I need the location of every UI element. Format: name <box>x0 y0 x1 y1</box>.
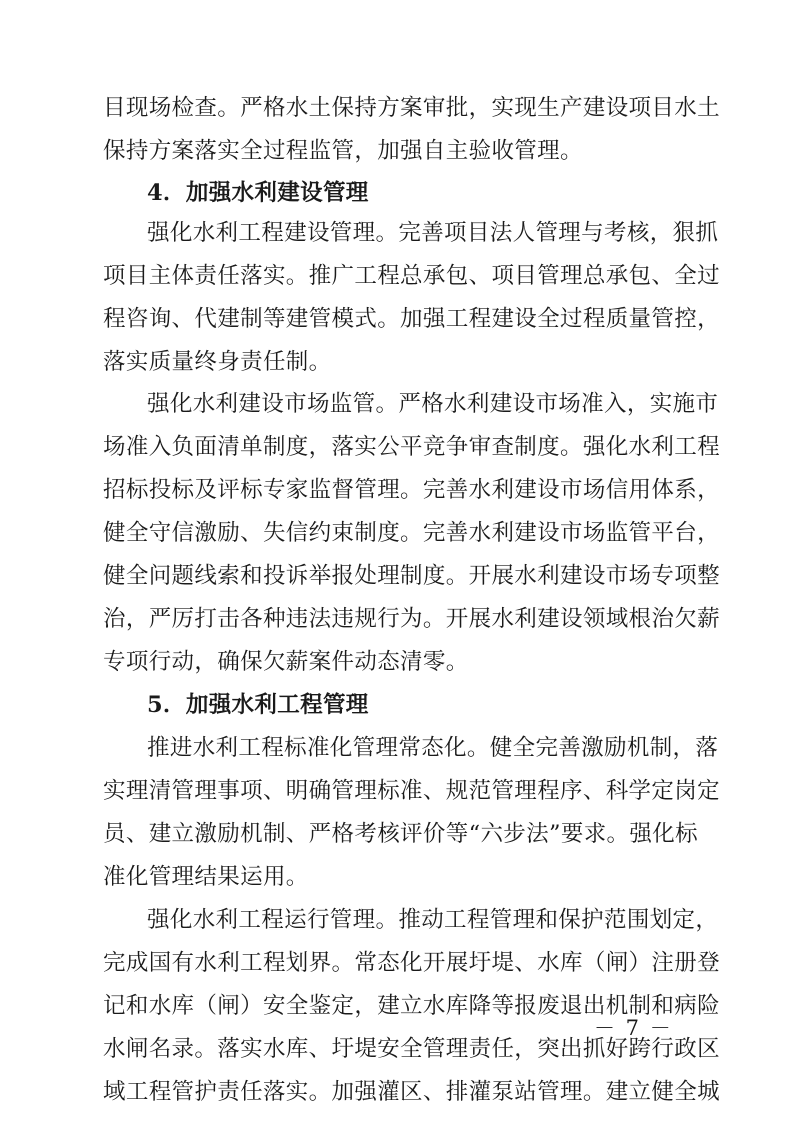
paragraph-2-line-4: 落实质量终身责任制。 <box>103 349 332 375</box>
paragraph-3-line-2: 场准入负面清单制度，落实公平竞争审查制度。强化水利工程 <box>103 434 720 460</box>
page-number: － 7 － <box>594 1016 673 1040</box>
paragraph-5-line-3: 记和水库（闸）安全鉴定，建立水库降等报废退出机制和病险 <box>103 993 720 1019</box>
paragraph-3-line-6: 治，严厉打击各种违法违规行为。开展水利建设领域根治欠薪 <box>103 606 720 632</box>
section-4-heading: 4．加强水利建设管理 <box>147 180 369 206</box>
paragraph-3-line-1: 强化水利建设市场监管。严格水利建设市场准入，实施市 <box>147 391 719 417</box>
paragraph-3-line-4: 健全守信激励、失信约束制度。完善水利建设市场监管平台， <box>103 520 720 546</box>
paragraph-5-line-5: 域工程管护责任落实。加强灌区、排灌泵站管理。建立健全城 <box>103 1079 720 1105</box>
paragraph-1-line-1: 目现场检查。严格水土保持方案审批，实现生产建设项目水土 <box>103 95 720 121</box>
paragraph-3-line-7: 专项行动，确保欠薪案件动态清零。 <box>103 649 469 675</box>
paragraph-4-line-1: 推进水利工程标准化管理常态化。健全完善激励机制，落 <box>147 735 719 761</box>
paragraph-5-line-4: 水闸名录。落实水库、圩堤安全管理责任，突出抓好跨行政区 <box>103 1036 720 1062</box>
paragraph-3-line-5: 健全问题线索和投诉举报处理制度。开展水利建设市场专项整 <box>103 563 720 589</box>
paragraph-2-line-3: 程咨询、代建制等建管模式。加强工程建设全过程质量管控， <box>103 306 720 332</box>
section-5-heading: 5．加强水利工程管理 <box>147 692 369 718</box>
paragraph-1-line-2: 保持方案落实全过程监管，加强自主验收管理。 <box>103 138 583 164</box>
paragraph-4-line-4: 准化管理结果运用。 <box>103 864 309 890</box>
paragraph-2-line-1: 强化水利工程建设管理。完善项目法人管理与考核，狠抓 <box>147 220 719 246</box>
paragraph-5-line-1: 强化水利工程运行管理。推动工程管理和保护范围划定， <box>147 907 719 933</box>
paragraph-4-line-2: 实理清管理事项、明确管理标准、规范管理程序、科学定岗定 <box>103 778 720 804</box>
paragraph-5-line-2: 完成国有水利工程划界。常态化开展圩堤、水库（闸）注册登 <box>103 950 720 976</box>
paragraph-3-line-3: 招标投标及评标专家监督管理。完善水利建设市场信用体系， <box>103 477 720 503</box>
paragraph-4-line-3: 员、建立激励机制、严格考核评价等“六步法”要求。强化标 <box>103 821 698 847</box>
paragraph-2-line-2: 项目主体责任落实。推广工程总承包、项目管理总承包、全过 <box>103 263 720 289</box>
